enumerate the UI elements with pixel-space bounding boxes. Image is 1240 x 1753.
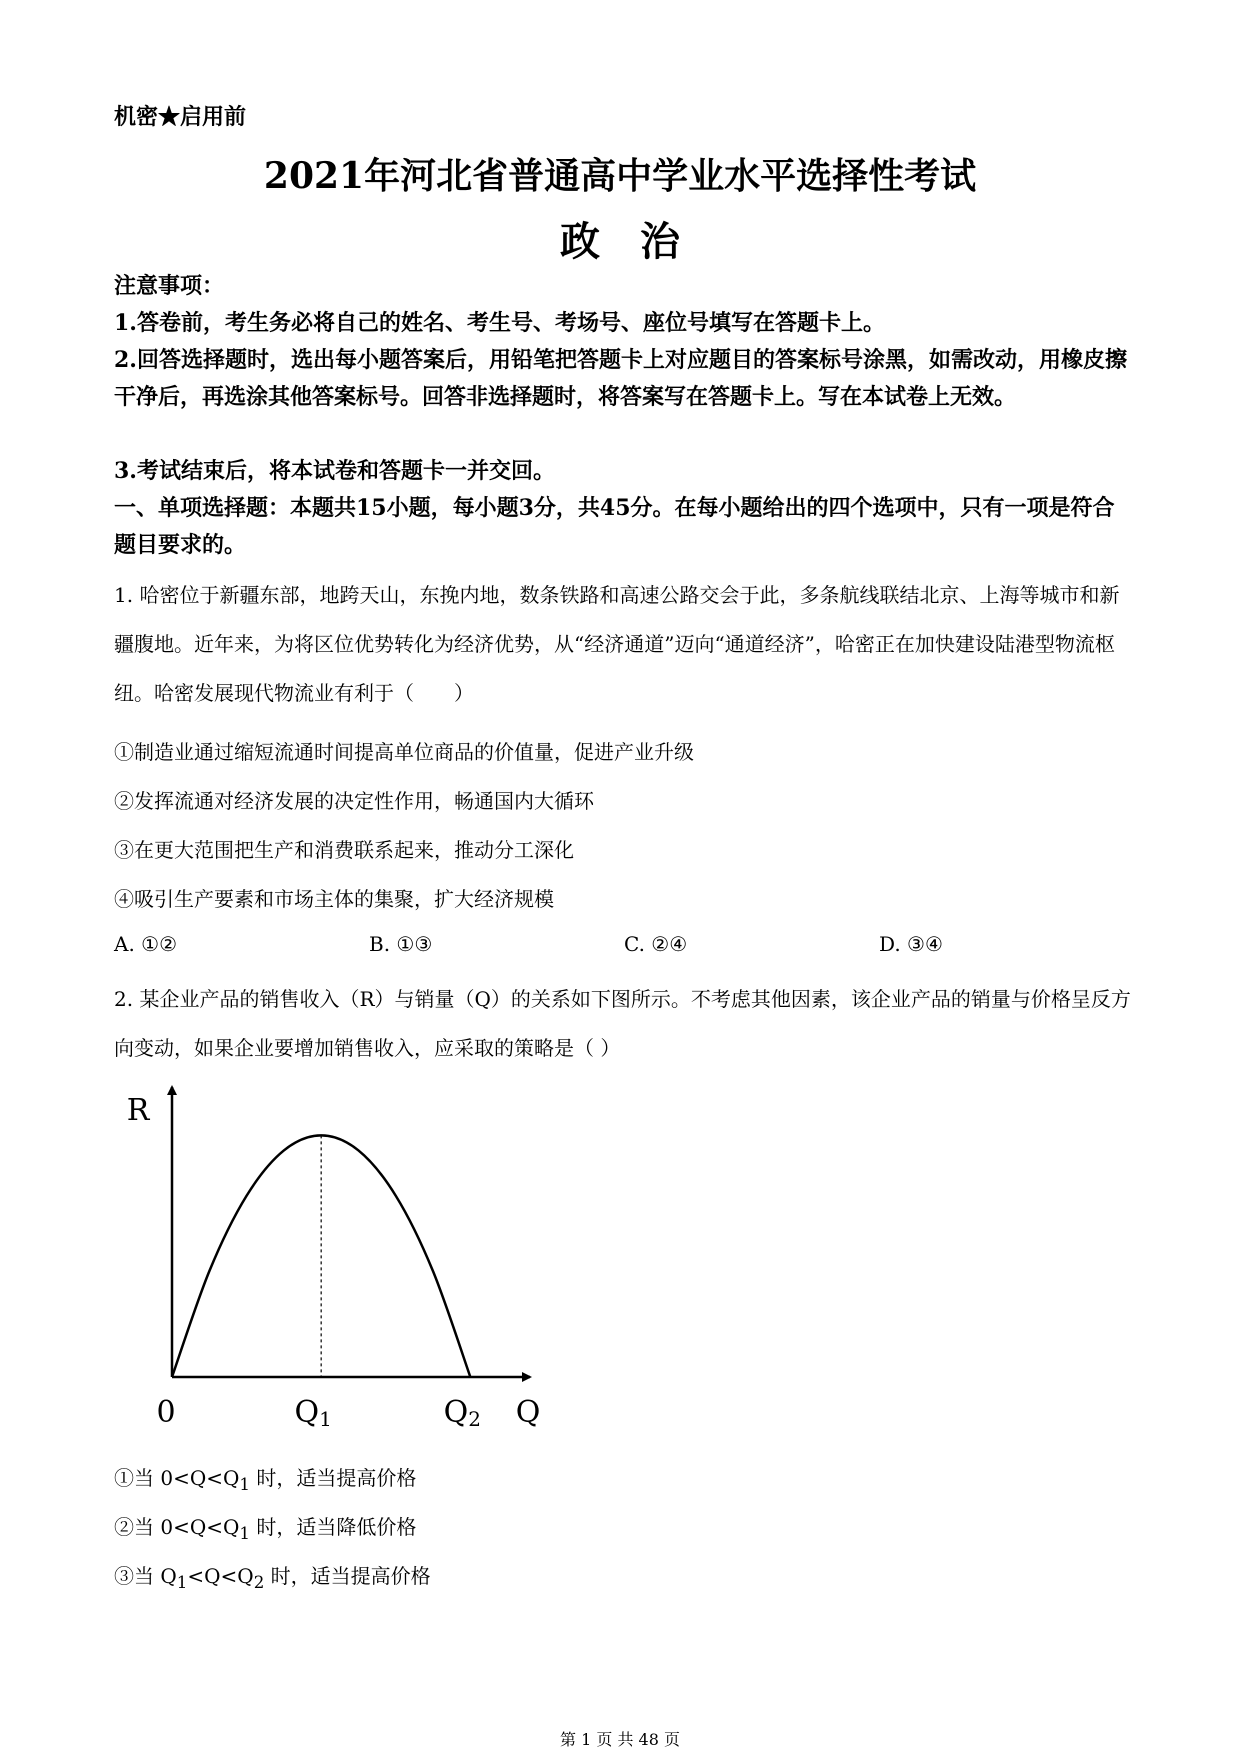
page-number: 第 1 页 共 48 页 <box>560 1730 680 1749</box>
option-b[interactable]: B. ①③ <box>369 932 433 956</box>
question-2-statement-1: ①当 $0<Q<Q_1$ 时，适当提高价格 <box>114 1466 417 1494</box>
question-2-statement-3: ③当 $Q_1<Q<Q_2$ 时，适当提高价格 <box>114 1564 431 1592</box>
origin-label: 0 <box>156 1395 176 1430</box>
revenue-quantity-chart <box>110 1075 570 1445</box>
notice-item-1: 1.答卷前，考生务必将自己的姓名、考生号、考场号、座位号填写在答题卡上。 <box>114 310 885 336</box>
subject-title: 政治 <box>560 218 720 265</box>
option-a[interactable]: A. ①② <box>114 932 178 956</box>
notice-item-3: 3.考试结束后，将本试卷和答题卡一并交回。 <box>114 458 555 484</box>
question-2-statement-2: ②当 $0<Q<Q_1$ 时，适当降低价格 <box>114 1515 417 1543</box>
confidential-mark: 机密★启用前 <box>114 104 247 130</box>
notice-heading: 注意事项： <box>114 273 225 299</box>
question-1-stem: 1. 哈密位于新疆东部，地跨天山，东挽内地，数条铁路和高速公路交会于此，多条航线联结北京、上海等城市和新疆腹地。近年来，为将区位优势转化为经济优势，从“经济通道”迈向“通道经济”，哈密正在加快建设陆港型物流枢纽。哈密发展现代物流业有利于（ ） <box>114 583 1120 705</box>
question-1-statement-2: ②发挥流通对经济发展的决定性作用，畅通国内大循环 <box>114 789 594 813</box>
option-c[interactable]: C. ②④ <box>624 932 688 956</box>
section-heading: 一、单项选择题：本题共15小题，每小题3分，共45分。在每小题给出的四个选项中，只有一项是符合题目要求的。 <box>114 495 1115 558</box>
x-axis-label: Q <box>515 1395 541 1430</box>
question-1-statement-3: ③在更大范围把生产和消费联系起来，推动分工深化 <box>114 838 574 862</box>
x-tick-label-2: Q2 <box>443 1395 482 1431</box>
question-1-statement-4: ④吸引生产要素和市场主体的集聚，扩大经济规模 <box>114 887 554 911</box>
question-2-stem: 2. 某企业产品的销售收入（R）与销量（Q）的关系如下图所示。不考虑其他因素，该企业产品的销量与价格呈反方向变动，如果企业要增加销售收入，应采取的策略是（ ） <box>114 987 1131 1060</box>
option-d[interactable]: D. ③④ <box>879 932 943 956</box>
notice-item-2: 2.回答选择题时，选出每小题答案后，用铅笔把答题卡上对应题目的答案标号涂黑，如需改动，用橡皮擦干净后，再选涂其他答案标号。回答非选择题时，将答案写在答题卡上。写在本试卷上无效。 <box>114 347 1127 410</box>
x-tick-label-1: Q1 <box>294 1395 332 1431</box>
question-1-statement-1: ①制造业通过缩短流通时间提高单位商品的价值量，促进产业升级 <box>114 740 694 764</box>
exam-title: 2021年河北省普通高中学业水平选择性考试 <box>263 155 977 197</box>
y-axis-label: R <box>126 1093 150 1128</box>
